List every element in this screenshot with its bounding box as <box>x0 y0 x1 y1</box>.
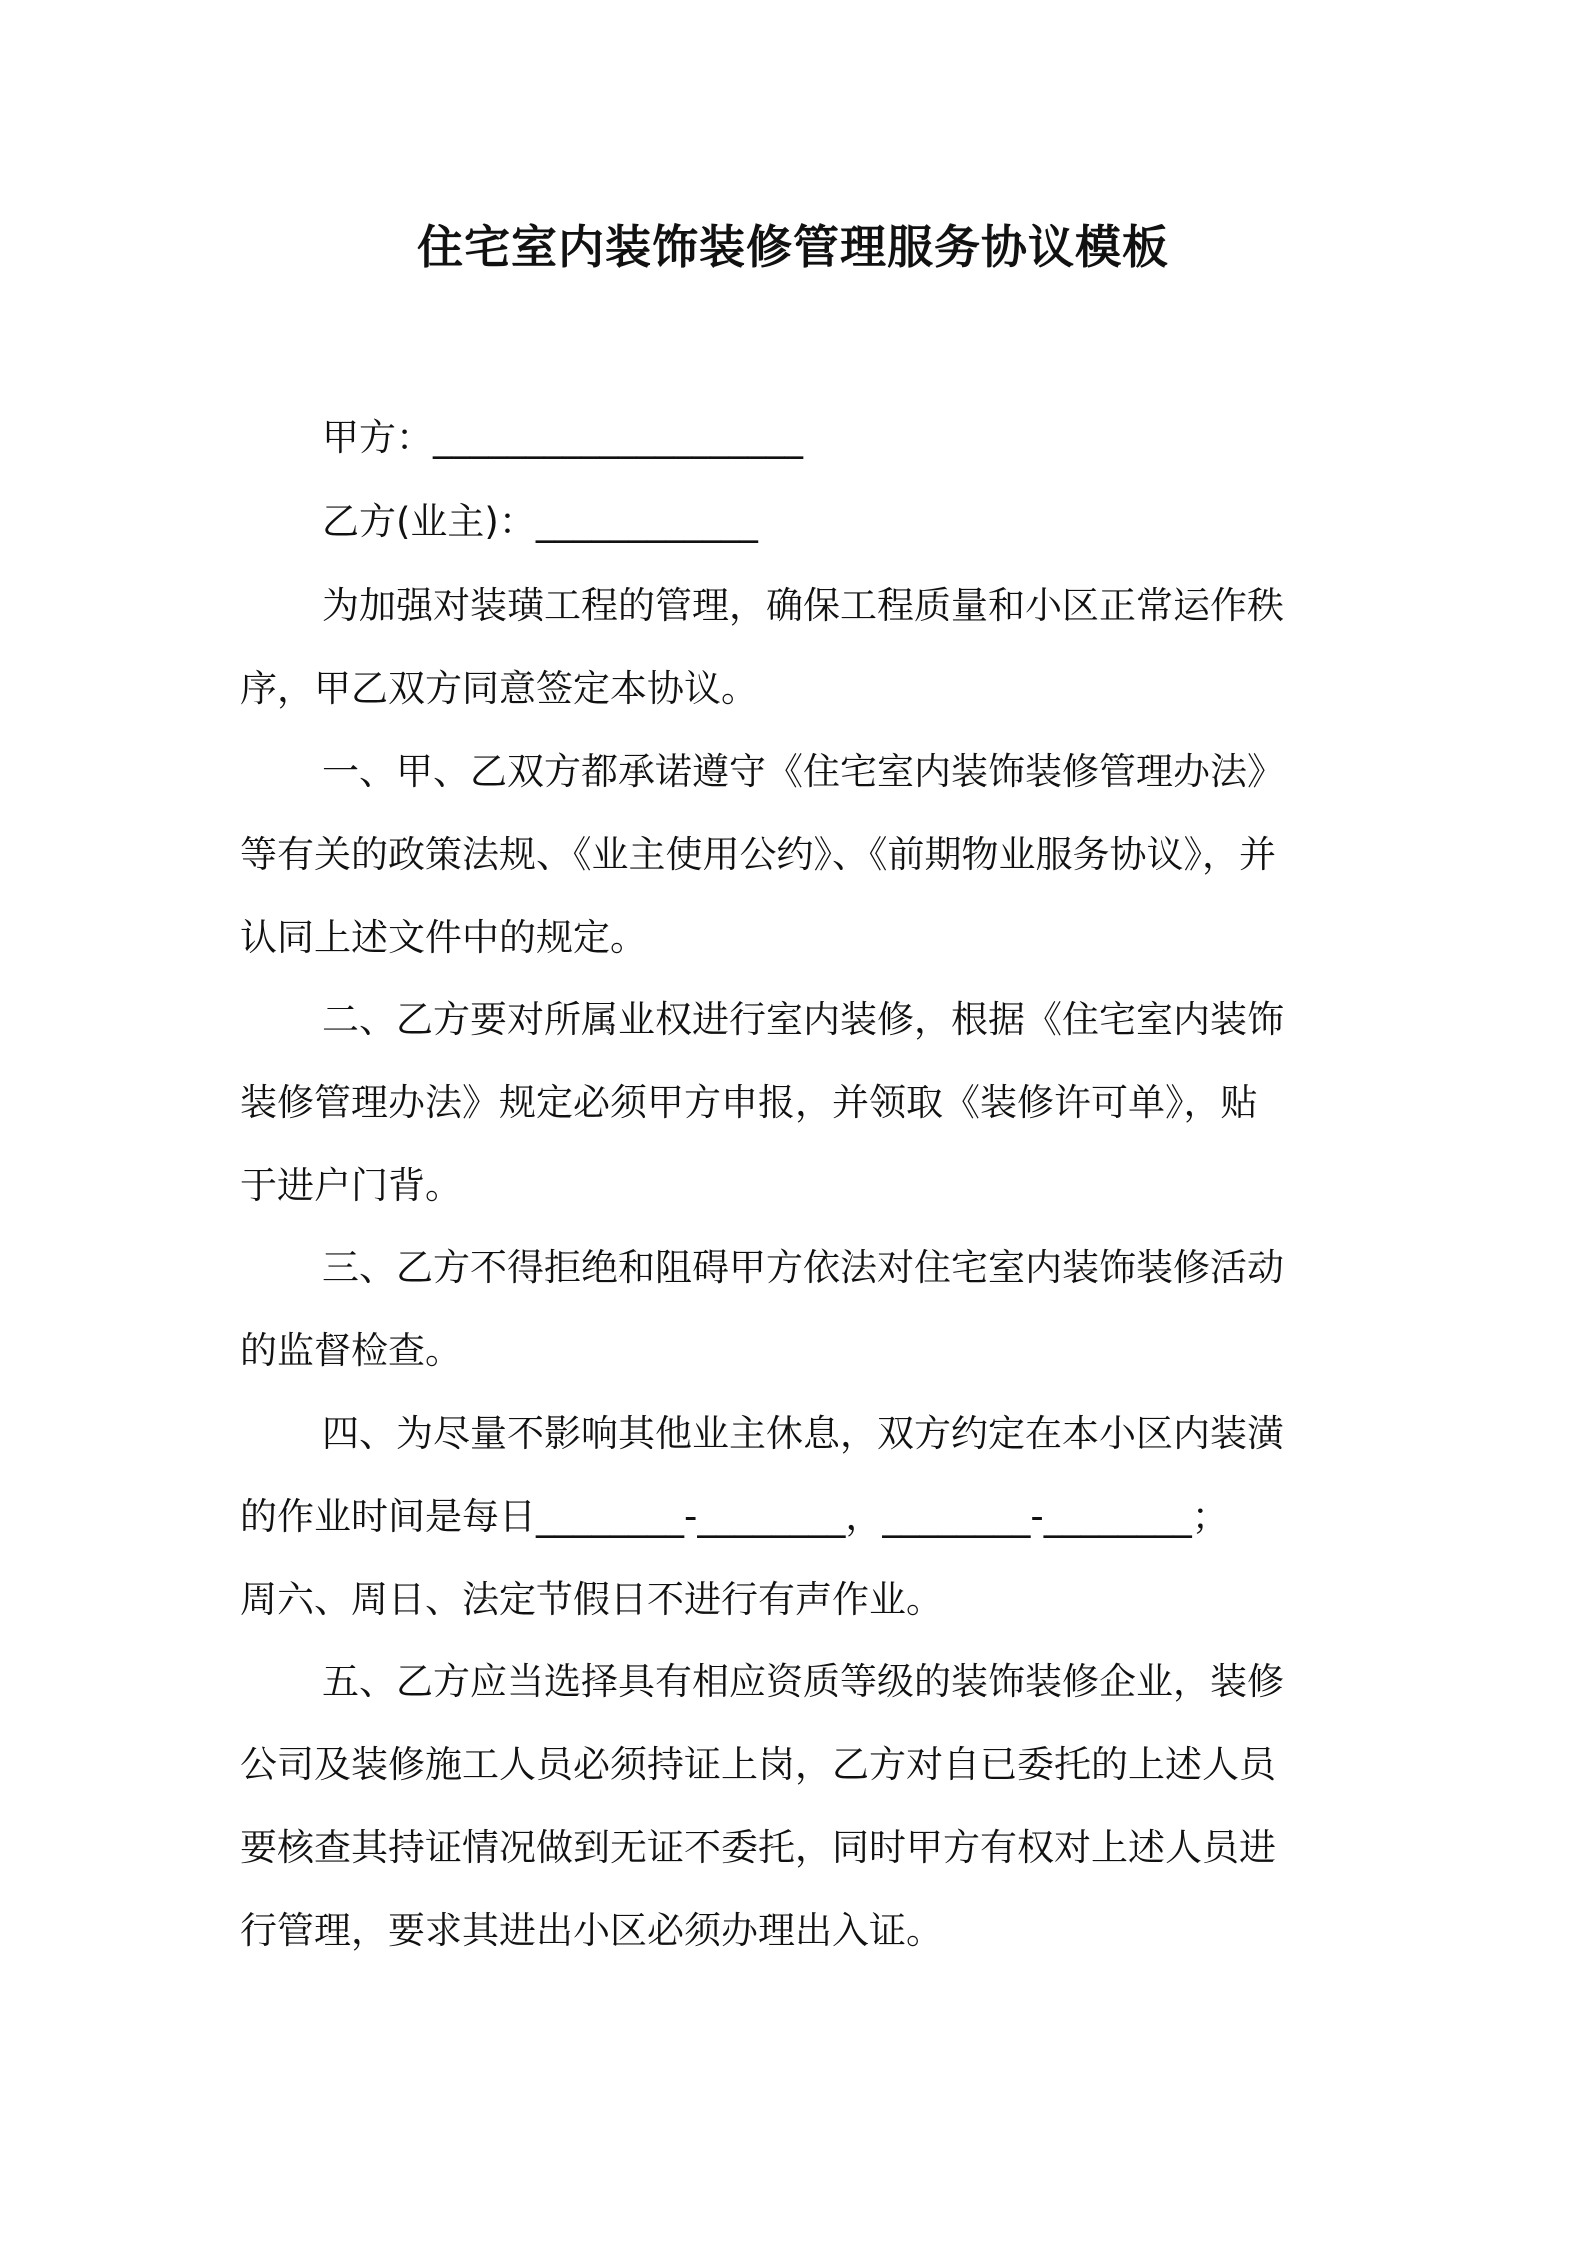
party-b-line <box>240 480 1352 563</box>
paragraph-line: 于进户门背。 <box>240 1164 462 1207</box>
party-b-text: 乙方(业主)：____________ <box>322 500 758 543</box>
paragraph-line: 序，甲乙双方同意签定本协议。 <box>240 667 758 710</box>
paragraph-line: 行管理，要求其进出小区必须办理出入证。 <box>240 1909 943 1952</box>
clause-4-paragraph <box>240 1392 1352 1641</box>
paragraph-line: 的监督检查。 <box>240 1329 462 1372</box>
paragraph-line: 二、乙方要对所属业权进行室内装修，根据《住宅室内装饰 <box>322 998 1284 1041</box>
paragraph-line: 周六、周日、法定节假日不进行有声作业。 <box>240 1578 943 1621</box>
clause-5-paragraph <box>240 1640 1352 1972</box>
party-a-line <box>240 396 1352 479</box>
paragraph-line: 等有关的政策法规、《业主使用公约》、《前期物业服务协议》，并 <box>240 833 1276 876</box>
document-title: 住宅室内装饰装修管理服务协议模板 <box>417 220 1169 274</box>
paragraph-line: 一、甲、乙双方都承诺遵守《住宅室内装饰装修管理办法》 <box>322 750 1284 793</box>
paragraph-line: 要核查其持证情况做到无证不委托，同时甲方有权对上述人员进 <box>240 1826 1276 1869</box>
paragraph-line: 认同上述文件中的规定。 <box>240 916 647 959</box>
party-a-text: 甲方：____________________ <box>322 416 803 459</box>
clause-1-paragraph <box>240 730 1352 979</box>
clause-3-paragraph <box>240 1226 1352 1392</box>
paragraph-line: 的作业时间是每日________-________，________-________； <box>240 1495 1229 1538</box>
intro-paragraph <box>240 564 1352 730</box>
paragraph-line: 四、为尽量不影响其他业主休息，双方约定在本小区内装潢 <box>322 1412 1284 1455</box>
paragraph-line: 公司及装修施工人员必须持证上岗，乙方对自已委托的上述人员 <box>240 1743 1276 1786</box>
clause-2-paragraph <box>240 978 1352 1227</box>
paragraph-line: 装修管理办法》规定必须甲方申报，并领取《装修许可单》，贴 <box>240 1081 1258 1124</box>
paragraph-line: 三、乙方不得拒绝和阻碍甲方依法对住宅室内装饰装修活动 <box>322 1246 1284 1289</box>
paragraph-line: 五、乙方应当选择具有相应资质等级的装饰装修企业，装修 <box>322 1660 1284 1703</box>
paragraph-line: 为加强对装璜工程的管理，确保工程质量和小区正常运作秩 <box>322 584 1284 627</box>
